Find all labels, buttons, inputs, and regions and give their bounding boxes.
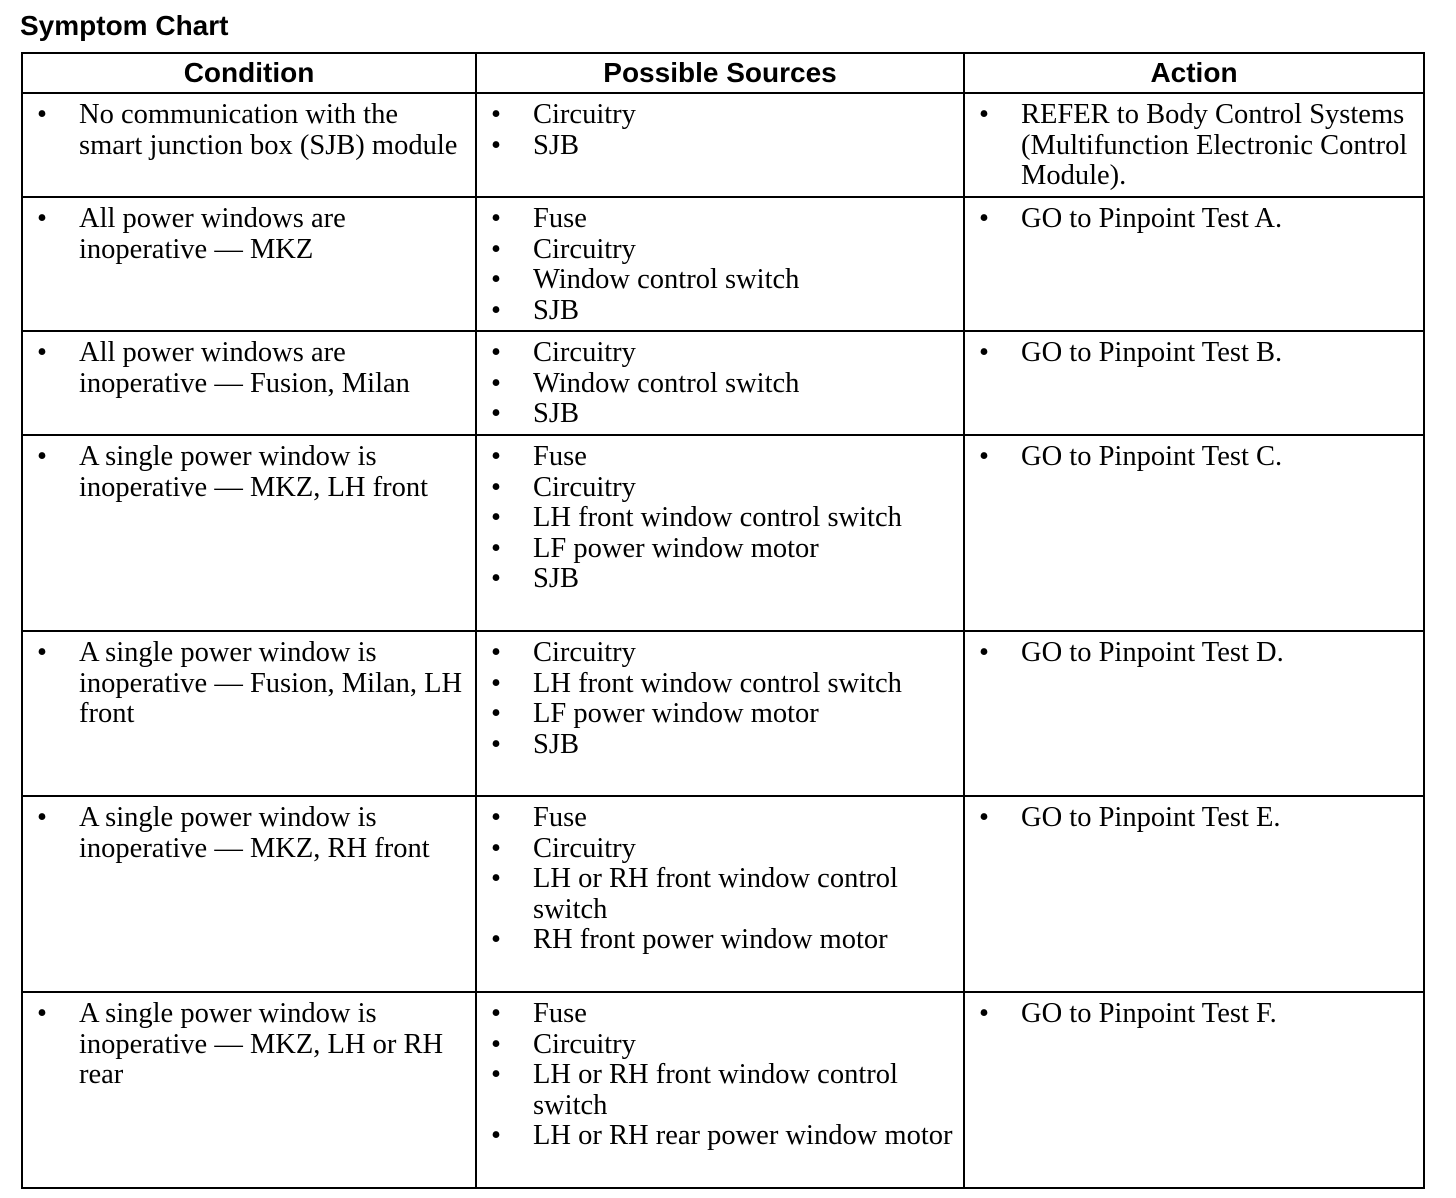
- bullet-icon: •: [979, 637, 989, 668]
- list-item: [477, 669, 955, 700]
- sources-cell-list: [477, 803, 955, 956]
- action-cell-list: [965, 100, 1415, 192]
- list-item: [965, 338, 1415, 369]
- bullet-icon: •: [491, 667, 501, 699]
- list-item: [477, 834, 955, 865]
- list-item: [965, 803, 1415, 834]
- condition-cell-list: [23, 338, 467, 399]
- table-body: [22, 93, 1424, 1188]
- sources-cell-text: LH or RH front window control switch: [533, 863, 898, 925]
- bullet-icon: •: [491, 471, 501, 503]
- condition-cell: [22, 631, 476, 796]
- list-item: [965, 442, 1415, 473]
- condition-cell-text: All power windows are inoperative — MKZ: [79, 203, 346, 265]
- list-item: [23, 338, 467, 399]
- list-item: [477, 473, 955, 504]
- list-item: [23, 638, 467, 730]
- bullet-icon: •: [491, 441, 501, 472]
- condition-cell-list: [23, 442, 467, 503]
- sources-cell-text: Circuitry: [533, 832, 636, 864]
- sources-cell-list: [477, 638, 955, 760]
- action-cell: [964, 331, 1424, 435]
- action-cell-text: GO to Pinpoint Test B.: [1021, 337, 1283, 368]
- bullet-icon: •: [491, 1120, 501, 1151]
- sources-cell-text: Fuse: [533, 441, 587, 472]
- condition-cell: [22, 992, 476, 1188]
- bullet-icon: •: [979, 99, 989, 130]
- list-item: [477, 803, 955, 834]
- condition-cell-list: [23, 204, 467, 265]
- bullet-icon: •: [37, 99, 47, 130]
- sources-cell: [476, 992, 964, 1188]
- action-cell: [964, 796, 1424, 992]
- list-item: [477, 399, 955, 430]
- action-cell-text: GO to Pinpoint Test F.: [1021, 998, 1277, 1029]
- symptom-table: [21, 52, 1425, 1189]
- sources-cell-text: Circuitry: [533, 233, 636, 265]
- bullet-icon: •: [491, 698, 501, 729]
- bullet-icon: •: [491, 264, 501, 295]
- action-cell-text: REFER to Body Control Systems (Multifunction Electronic Control Module).: [1021, 99, 1408, 191]
- sources-cell: [476, 331, 964, 435]
- list-item: [477, 442, 955, 473]
- list-item: [477, 699, 955, 730]
- bullet-icon: •: [37, 337, 47, 368]
- sources-cell-text: Window control switch: [533, 264, 800, 295]
- sources-cell-text: Circuitry: [533, 471, 636, 503]
- action-cell-list: [965, 803, 1415, 834]
- list-item: [477, 338, 955, 369]
- bullet-icon: •: [979, 998, 989, 1029]
- action-cell-text: GO to Pinpoint Test A.: [1021, 203, 1283, 234]
- sources-cell-text: SJB: [533, 728, 579, 760]
- list-item: [477, 100, 955, 131]
- condition-cell-text: No communication with the smart junction box (SJB) module: [79, 99, 458, 161]
- list-item: [477, 564, 955, 595]
- list-item: [477, 1060, 955, 1121]
- condition-cell: [22, 197, 476, 331]
- bullet-icon: •: [37, 441, 47, 472]
- list-item: [477, 369, 955, 400]
- list-item: [477, 1030, 955, 1061]
- sources-cell-text: Circuitry: [533, 637, 636, 668]
- bullet-icon: •: [491, 832, 501, 864]
- action-cell-list: [965, 204, 1415, 235]
- sources-cell-text: Circuitry: [533, 1028, 636, 1060]
- sources-cell-text: Circuitry: [533, 337, 636, 368]
- sources-cell-text: LH or RH front window control switch: [533, 1059, 898, 1121]
- sources-cell-text: SJB: [533, 398, 579, 429]
- sources-cell-text: LF power window motor: [533, 698, 819, 729]
- bullet-icon: •: [491, 337, 501, 368]
- bullet-icon: •: [491, 563, 501, 594]
- list-item: [477, 730, 955, 761]
- condition-header: Condition: [22, 53, 476, 93]
- list-item: [965, 999, 1415, 1030]
- bullet-icon: •: [491, 924, 501, 955]
- bullet-icon: •: [979, 203, 989, 234]
- bullet-icon: •: [491, 294, 501, 326]
- action-header: Action: [964, 53, 1424, 93]
- list-item: [23, 442, 467, 503]
- sources-cell: [476, 93, 964, 197]
- action-cell: [964, 197, 1424, 331]
- sources-cell-text: LH or RH rear power window motor: [533, 1120, 953, 1151]
- list-item: [477, 925, 955, 956]
- bullet-icon: •: [491, 1059, 501, 1090]
- list-item: [965, 638, 1415, 669]
- list-item: [477, 638, 955, 669]
- sources-cell-text: RH front power window motor: [533, 924, 888, 955]
- table-row: [22, 631, 1424, 796]
- sources-cell-text: SJB: [533, 294, 579, 326]
- list-item: [477, 296, 955, 327]
- action-cell-list: [965, 442, 1415, 473]
- sources-cell-text: Fuse: [533, 802, 587, 833]
- action-cell-list: [965, 638, 1415, 669]
- bullet-icon: •: [491, 233, 501, 265]
- bullet-icon: •: [491, 532, 501, 564]
- bullet-icon: •: [37, 637, 47, 668]
- table-row: [22, 93, 1424, 197]
- list-item: [477, 265, 955, 296]
- sources-cell-list: [477, 999, 955, 1152]
- bullet-icon: •: [491, 637, 501, 668]
- list-item: [23, 100, 467, 161]
- bullet-icon: •: [491, 502, 501, 533]
- action-cell-list: [965, 338, 1415, 369]
- sources-cell-list: [477, 204, 955, 326]
- sources-cell-text: Fuse: [533, 998, 587, 1029]
- sources-cell-text: SJB: [533, 129, 579, 161]
- condition-cell-text: A single power window is inoperative — MKZ, LH or RH rear: [79, 998, 444, 1090]
- condition-cell: [22, 93, 476, 197]
- bullet-icon: •: [491, 129, 501, 161]
- condition-cell: [22, 796, 476, 992]
- sources-cell-text: Fuse: [533, 203, 587, 234]
- bullet-icon: •: [491, 1028, 501, 1060]
- list-item: [477, 503, 955, 534]
- condition-cell-list: [23, 100, 467, 161]
- list-item: [477, 534, 955, 565]
- list-item: [965, 204, 1415, 235]
- page-title: Symptom Chart: [20, 10, 229, 41]
- table-row: [22, 992, 1424, 1188]
- condition-cell-list: [23, 999, 467, 1091]
- action-cell: [964, 992, 1424, 1188]
- list-item: [477, 999, 955, 1030]
- list-item: [965, 100, 1415, 192]
- sources-cell: [476, 435, 964, 631]
- condition-cell: [22, 331, 476, 435]
- action-cell-text: GO to Pinpoint Test C.: [1021, 441, 1283, 472]
- list-item: [477, 204, 955, 235]
- bullet-icon: •: [979, 802, 989, 833]
- bullet-icon: •: [37, 203, 47, 234]
- table-row: [22, 197, 1424, 331]
- sources-cell: [476, 631, 964, 796]
- sources-cell-list: [477, 100, 955, 161]
- table-row: [22, 796, 1424, 992]
- action-cell: [964, 631, 1424, 796]
- condition-cell-list: [23, 638, 467, 730]
- sources-cell-text: LH front window control switch: [533, 667, 902, 699]
- condition-cell-list: [23, 803, 467, 864]
- sources-cell-text: Circuitry: [533, 99, 636, 130]
- table-row: [22, 331, 1424, 435]
- sources-cell-text: LF power window motor: [533, 532, 819, 564]
- condition-cell-text: A single power window is inoperative — MKZ, RH front: [79, 802, 430, 864]
- action-cell: [964, 93, 1424, 197]
- bullet-icon: •: [491, 802, 501, 833]
- bullet-icon: •: [491, 203, 501, 234]
- bullet-icon: •: [491, 863, 501, 894]
- possible-sources-header: Possible Sources: [476, 53, 964, 93]
- bullet-icon: •: [979, 337, 989, 368]
- bullet-icon: •: [491, 398, 501, 429]
- bullet-icon: •: [37, 802, 47, 833]
- sources-cell-list: [477, 338, 955, 430]
- bullet-icon: •: [491, 728, 501, 760]
- condition-cell: [22, 435, 476, 631]
- sources-cell-list: [477, 442, 955, 595]
- list-item: [23, 803, 467, 864]
- bullet-icon: •: [491, 367, 501, 399]
- list-item: [23, 204, 467, 265]
- list-item: [23, 999, 467, 1091]
- bullet-icon: •: [491, 998, 501, 1029]
- action-cell-list: [965, 999, 1415, 1030]
- sources-cell: [476, 197, 964, 331]
- sources-cell: [476, 796, 964, 992]
- action-cell: [964, 435, 1424, 631]
- condition-cell-text: A single power window is inoperative — Fusion, Milan, LH front: [79, 637, 463, 729]
- condition-cell-text: A single power window is inoperative — MKZ, LH front: [79, 441, 429, 503]
- sources-cell-text: LH front window control switch: [533, 502, 902, 533]
- sources-cell-text: Window control switch: [533, 367, 800, 399]
- list-item: [477, 131, 955, 162]
- bullet-icon: •: [37, 998, 47, 1029]
- action-cell-text: GO to Pinpoint Test E.: [1021, 802, 1281, 833]
- list-item: [477, 864, 955, 925]
- list-item: [477, 1121, 955, 1152]
- sources-cell-text: SJB: [533, 563, 579, 594]
- table-row: [22, 435, 1424, 631]
- bullet-icon: •: [979, 441, 989, 472]
- bullet-icon: •: [491, 99, 501, 130]
- list-item: [477, 235, 955, 266]
- header-row: [22, 53, 1424, 93]
- condition-cell-text: All power windows are inoperative — Fusion, Milan: [79, 337, 410, 399]
- action-cell-text: GO to Pinpoint Test D.: [1021, 637, 1284, 668]
